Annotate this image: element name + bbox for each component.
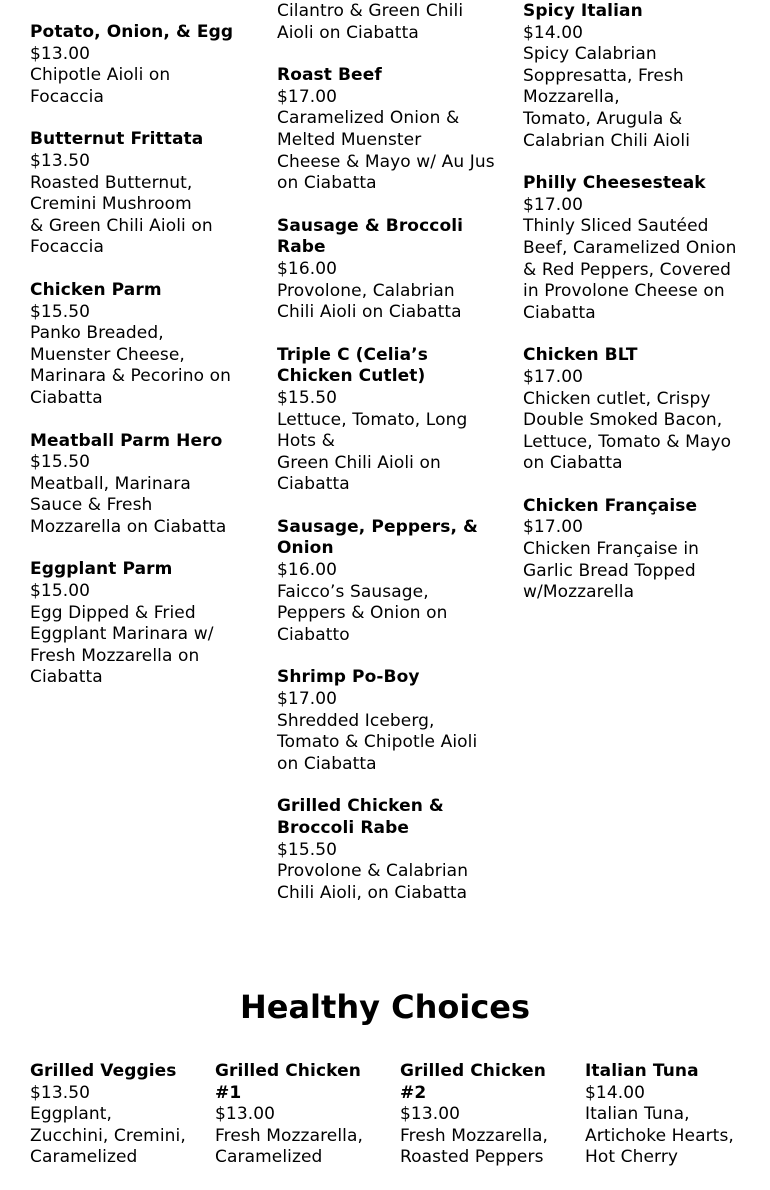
item-name: Butternut Frittata [30,129,204,150]
description-line: w/Mozzarella [523,582,635,603]
item-name: Shrimp Po-Boy [277,667,420,688]
description-line: Fresh Mozzarella, [400,1125,549,1146]
item-price: $17.00 [277,86,338,107]
item-name: Philly Cheesesteak [523,173,706,194]
description-line: Green Chili Aioli on [277,452,441,473]
item-description [30,603,245,689]
section-title: Healthy Choices [239,988,531,1026]
menu-item [30,129,245,259]
description-line: Spicy Calabrian [523,44,657,65]
description-line: Eggplant Marinara w/ [30,624,214,645]
description-line: Focaccia [30,237,104,258]
description-line: Hot Cherry [585,1147,679,1168]
menu-item [215,1061,385,1169]
item-description [277,281,497,324]
description-line: Zucchini, Cremini, [30,1125,186,1146]
item-name: Sausage, Peppers, & Onion [277,516,478,559]
description-line: Shredded Iceberg, [277,710,435,731]
item-price: $15.50 [277,387,338,408]
description-line: Chili Aioli on Ciabatta [277,302,462,323]
item-description [277,861,497,904]
description-line: Caramelized [215,1147,323,1168]
description-line: Chili Aioli, on Ciabatta [277,882,468,903]
item-name: Chicken Parm [30,279,162,300]
item-name: Grilled Chicken & Broccoli Rabe [277,796,444,838]
item-price: $14.00 [523,22,584,43]
item-name: Spicy Italian [523,1,643,21]
menu-column-right [523,1,748,625]
item-name: Meatball Parm Hero [30,430,223,451]
item-name: Grilled Chicken #1 [215,1061,361,1103]
item-price: $17.00 [277,689,338,710]
item-description [523,389,748,475]
item-description [30,323,245,409]
description-line: Panko Breaded, [30,323,164,344]
menu-item [523,345,748,475]
description-line: Provolone, Calabrian [277,280,455,301]
description-line: Muenster Cheese, [30,344,185,365]
item-price: $15.50 [277,839,338,860]
description-line: on Ciabatta [277,753,377,774]
description-line: Beef, Caramelized Onion [523,237,737,258]
menu-item [30,431,245,539]
menu-item [400,1061,570,1169]
description-line: Caramelized [30,1147,138,1168]
description-line: Eggplant, [30,1104,112,1125]
menu-item [277,1,497,44]
menu-item [277,796,497,904]
description-line: Cilantro & Green Chili [277,1,464,21]
description-line: Chicken cutlet, Crispy [523,388,711,409]
description-line: Cheese & Mayo w/ Au Jus [277,151,495,172]
description-line: Artichoke Hearts, [585,1125,734,1146]
item-price: $13.00 [400,1104,461,1125]
description-line: Italian Tuna, [585,1104,690,1125]
menu-item [523,496,748,604]
description-line: Roasted Butternut, [30,172,193,193]
item-description [277,1,497,44]
item-price: $17.00 [523,366,584,387]
item-name: Roast Beef [277,65,382,86]
item-description [277,582,497,647]
item-price: $15.50 [30,452,91,473]
item-name: Eggplant Parm [30,559,173,580]
description-line: Marinara & Pecorino on [30,366,231,387]
description-line: Fresh Mozzarella, [215,1125,364,1146]
item-price: $15.50 [30,301,91,322]
item-description [277,108,497,194]
item-name: Potato, Onion, & Egg [30,22,234,42]
description-line: Calabrian Chili Aioli [523,130,691,151]
item-name: Grilled Veggies [30,1061,177,1081]
description-line: on Ciabatta [523,453,623,474]
item-price: $13.00 [30,43,91,64]
item-description [215,1126,385,1169]
description-line: Mozzarella, [523,87,620,108]
healthy-column-4 [585,1061,755,1190]
item-description [585,1104,755,1169]
description-line: Ciabatto [277,624,350,645]
description-line: Chicken Française in [523,539,700,560]
description-line: Soppresatta, Fresh [523,65,684,86]
menu-item [30,22,245,108]
item-description [523,44,748,152]
description-line: Hots & [277,431,335,452]
item-name: Triple C (Celia’s Chicken Cutlet) [277,344,428,387]
description-line: Meatball, Marinara [30,473,191,494]
item-description [30,474,245,539]
item-description [277,410,497,496]
item-description [30,65,245,108]
menu-item [30,280,245,410]
description-line: Aioli on Ciabatta [277,22,419,43]
item-price: $13.50 [30,150,91,171]
description-line: Tomato, Arugula & [523,108,683,129]
item-description [400,1126,570,1169]
item-description [30,1104,200,1169]
item-price: $13.00 [215,1104,276,1125]
description-line: Ciabatta [30,667,103,688]
description-line: Peppers & Onion on [277,603,448,624]
description-line: Sauce & Fresh [30,495,153,516]
description-line: Provolone & Calabrian [277,861,469,882]
description-line: & Red Peppers, Covered [523,259,732,280]
menu-item [277,345,497,496]
description-line: Ciabatta [277,474,350,495]
description-line: Caramelized Onion & [277,108,460,129]
item-description [523,539,748,604]
description-line: Lettuce, Tomato, Long [277,409,468,430]
description-line: Fresh Mozzarella on [30,645,200,666]
healthy-column-2 [215,1061,385,1190]
menu-item [277,216,497,324]
description-line: Lettuce, Tomato & Mayo [523,431,732,452]
item-price: $13.50 [30,1082,91,1103]
item-description [277,711,497,776]
menu-item [277,667,497,775]
menu-item [30,559,245,689]
item-price: $16.00 [277,258,338,279]
menu-column-left [30,22,245,710]
description-line: Cremini Mushroom [30,194,192,215]
item-description [523,216,748,324]
item-name: Sausage & Broccoli Rabe [277,215,464,258]
description-line: Melted Muenster [277,129,422,150]
menu-item [277,65,497,195]
item-price: $17.00 [523,517,584,538]
description-line: Roasted Peppers [400,1147,544,1168]
menu-item [30,1061,200,1169]
menu-item [585,1061,755,1169]
item-description [30,173,245,259]
item-price: $15.00 [30,581,91,602]
item-price: $17.00 [523,194,584,215]
healthy-column-1 [30,1061,200,1190]
item-price: $14.00 [585,1082,646,1103]
description-line: Chipotle Aioli on [30,65,171,86]
description-line: & Green Chili Aioli on [30,215,213,236]
description-line: on Ciabatta [277,173,377,194]
description-line: Garlic Bread Topped [523,560,696,581]
description-line: Focaccia [30,86,104,107]
description-line: in Provolone Cheese on [523,281,725,302]
description-line: Ciabatta [30,387,103,408]
item-name: Chicken Française [523,495,698,516]
description-line: Double Smoked Bacon, [523,410,723,431]
description-line: Ciabatta [523,302,596,323]
menu-item [523,173,748,324]
description-line: Egg Dipped & Fried [30,602,196,623]
item-name: Italian Tuna [585,1061,699,1081]
item-price: $16.00 [277,560,338,581]
item-name: Chicken BLT [523,345,638,366]
description-line: Tomato & Chipotle Aioli [277,732,478,753]
menu-item [277,517,497,647]
menu-column-middle [277,1,497,925]
description-line: Faicco’s Sausage, [277,581,429,602]
healthy-column-3 [400,1061,570,1190]
description-line: Mozzarella on Ciabatta [30,516,227,537]
description-line: Thinly Sliced Sautéed [523,216,709,237]
item-name: Grilled Chicken #2 [400,1061,546,1103]
menu-item [523,1,748,152]
